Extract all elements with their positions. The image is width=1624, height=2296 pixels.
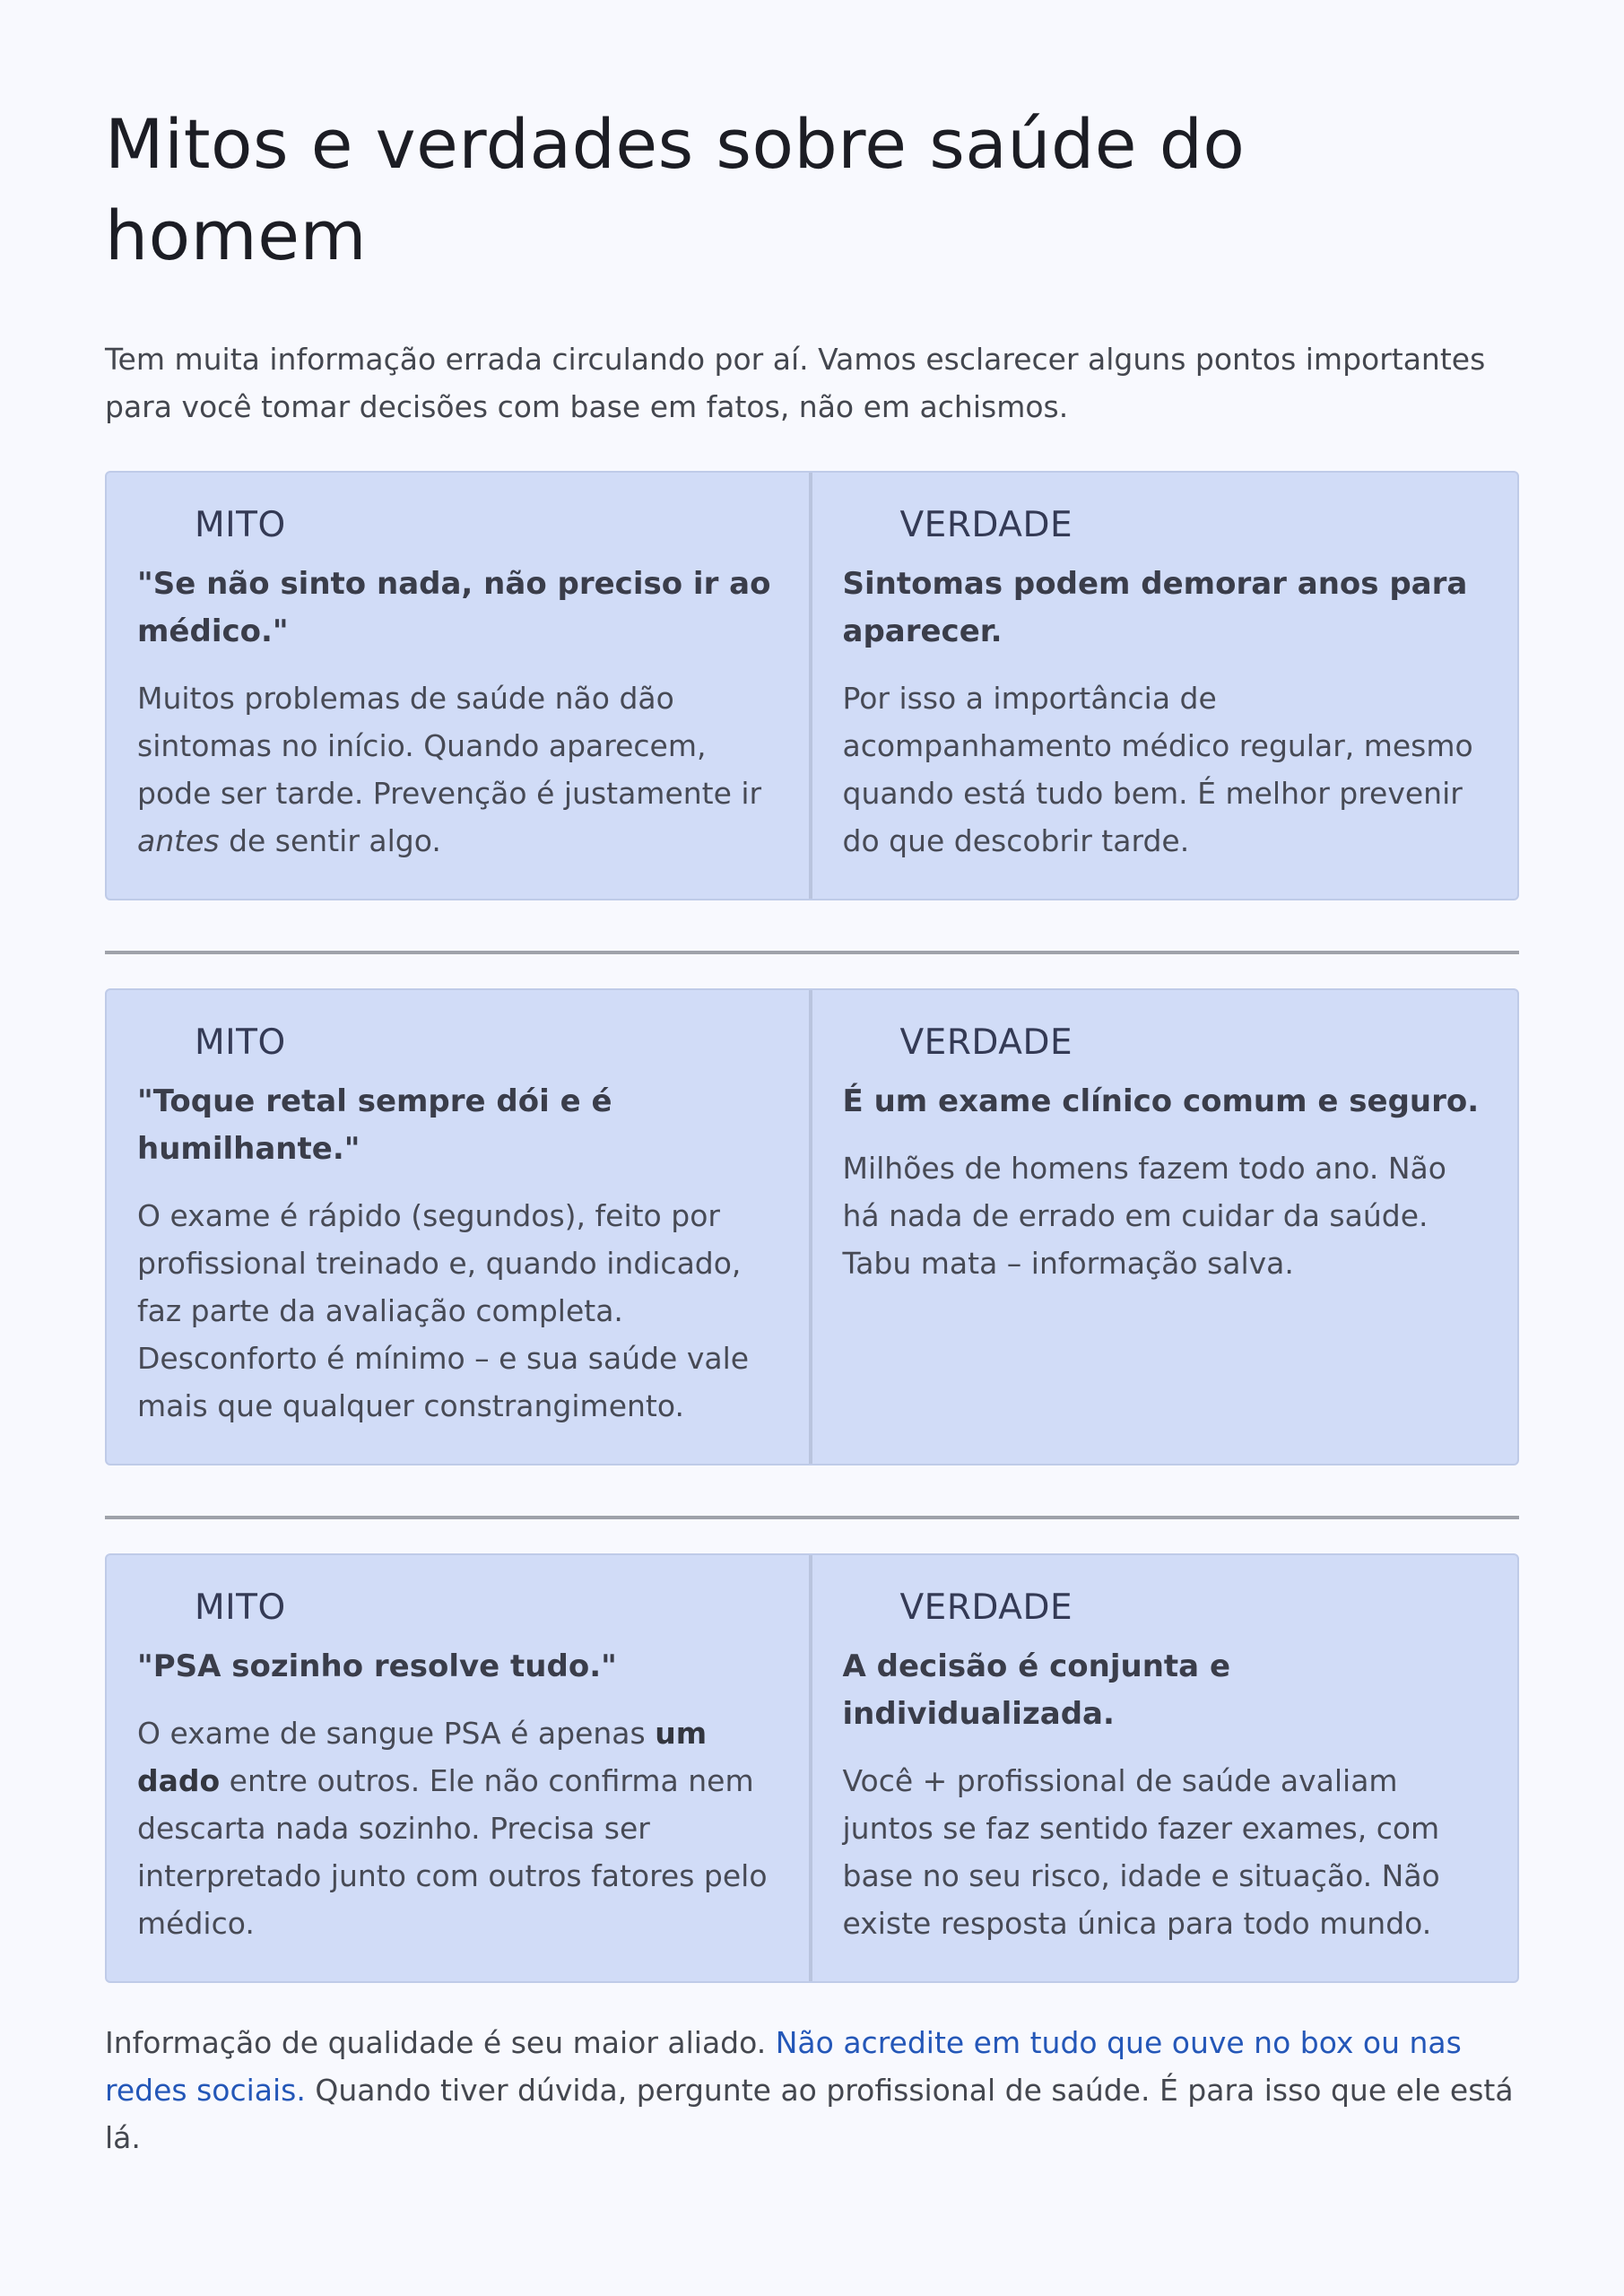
truth-body: Você + profissional de saúde avaliam juntos se faz sentido fazer exames, com base no seu risco, idade e situação. Não existe resposta única para todo mundo. <box>842 1763 1440 1941</box>
myth-truth-card <box>105 471 1519 900</box>
section-divider <box>105 951 1519 954</box>
closing-link[interactable]: Não acredite em tudo que ouve no box ou nas redes sociais. <box>105 2025 1462 2108</box>
truth-column <box>812 473 1518 899</box>
truth-column <box>812 1555 1518 1981</box>
page-title: Mitos e verdades sobre saúde do homem <box>105 104 1246 275</box>
truth-body: Milhões de homens fazem todo ano. Não há nada de errado em cuidar da saúde. Tabu mata – informação salva. <box>842 1151 1446 1281</box>
truth-column <box>812 990 1518 1464</box>
section-divider <box>105 1516 1519 1519</box>
truth-label: VERDADE <box>899 1022 1073 1063</box>
myth-claim: "Toque retal sempre dói e é humilhante." <box>137 1083 612 1167</box>
myth-body-strong: um dado <box>137 1716 708 1798</box>
truth-claim: É um exame clínico comum e seguro. <box>842 1083 1480 1119</box>
myth-column <box>107 473 812 899</box>
myth-claim: "PSA sozinho resolve tudo." <box>137 1648 617 1684</box>
truth-label: VERDADE <box>899 1587 1073 1628</box>
truth-claim: Sintomas podem demorar anos para aparecer. <box>842 566 1468 649</box>
myth-claim: "Se não sinto nada, não preciso ir ao médico." <box>137 566 771 649</box>
myth-label: MITO <box>195 1587 286 1628</box>
myth-column <box>107 990 812 1464</box>
closing-text: Informação de qualidade é seu maior aliado. <box>105 2025 776 2060</box>
truth-body: Por isso a importância de acompanhamento médico regular, mesmo quando está tudo bem. É melhor prevenir do que descobrir tarde. <box>842 681 1473 858</box>
myth-truth-card <box>105 1553 1519 1983</box>
myth-body-text: O exame de sangue PSA é apenas <box>137 1716 656 1751</box>
myth-label: MITO <box>195 1022 286 1063</box>
closing-text-end: Quando tiver dúvida, pergunte ao profissional de saúde. É para isso que ele está lá. <box>105 2073 1514 2155</box>
myth-body <box>137 674 778 865</box>
truth-claim: A decisão é conjunta e individualizada. <box>842 1648 1231 1732</box>
truth-label: VERDADE <box>899 505 1073 545</box>
myth-body-text-end: de sentir algo. <box>219 823 441 858</box>
article <box>105 99 1519 2191</box>
myth-body: O exame é rápido (segundos), feito por profissional treinado e, quando indicado, faz parte da avaliação completa. Desconforto é mínimo – e sua saúde vale mais que qualquer constrangimento. <box>137 1198 750 1423</box>
intro-paragraph: Tem muita informação errada circulando por aí. Vamos esclarecer alguns pontos importantes para você tomar decisões com base em fatos, não em achismos. <box>105 342 1486 424</box>
myth-body-text: Muitos problemas de saúde não dão sintomas no início. Quando aparecem, pode ser tarde. Prevenção é justamente ir <box>137 681 762 811</box>
myth-label: MITO <box>195 505 286 545</box>
myth-body-text-end: entre outros. Ele não confirma nem descarta nada sozinho. Precisa ser interpretado junto com outros fatores pelo médico. <box>137 1763 768 1941</box>
myth-body <box>137 1709 778 1947</box>
myth-column <box>107 1555 812 1981</box>
myth-truth-card <box>105 988 1519 1465</box>
closing-paragraph <box>105 2019 1519 2161</box>
myth-body-emphasis: antes <box>137 823 220 858</box>
